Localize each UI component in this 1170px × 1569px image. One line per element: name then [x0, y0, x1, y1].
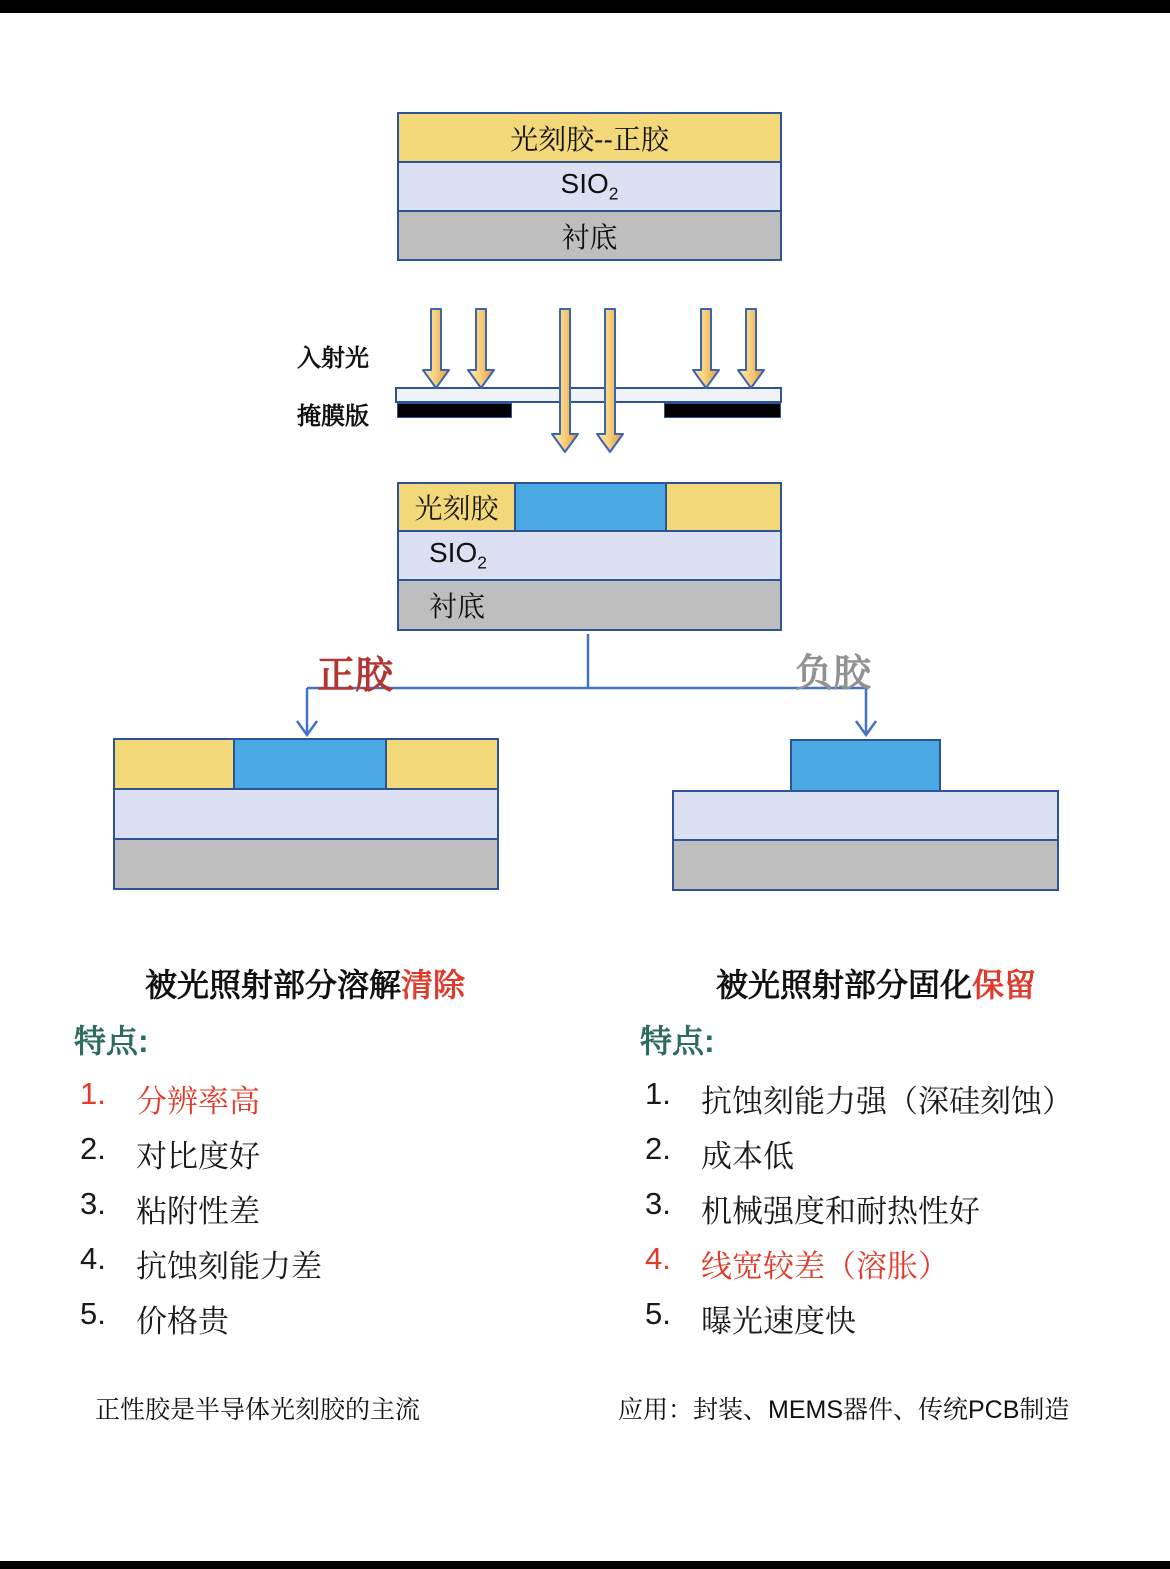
positive-resist-right: [385, 740, 497, 788]
light-arrow-icon: [597, 309, 623, 452]
positive-substrate-layer: [113, 838, 499, 890]
exposed-resist-label: 光刻胶: [414, 493, 499, 524]
feature-item: 3. 粘附性差: [80, 1186, 260, 1229]
exposed-substrate-label: 衬底: [429, 591, 486, 622]
mask-label: 掩膜版: [297, 403, 369, 430]
feature-item: 2. 对比度好: [80, 1131, 260, 1174]
bottom-letterbox-bar: [0, 1561, 1170, 1569]
exposed-resist-unexposed-right: [665, 484, 780, 530]
negative-heading: [616, 960, 1136, 1006]
light-arrow-icon: [468, 309, 494, 388]
negative-heading-main: 被光照射部分固化: [715, 967, 972, 1003]
exposed-substrate-layer: [397, 579, 782, 631]
feature-item: 4. 线宽较差（溶胀）: [645, 1241, 949, 1284]
exposed-resist-exposed-region: [514, 484, 665, 530]
initial-sio2-label: $SIO_2$: [560, 168, 619, 204]
positive-heading-main: 被光照射部分溶解: [144, 967, 401, 1003]
exposed-resist-unexposed-left: [399, 484, 514, 530]
negative-sio2-layer: [672, 790, 1059, 841]
exposed-resist-layer: [397, 482, 782, 532]
negative-features-label: 特点:: [640, 1023, 715, 1059]
positive-feature-list: [80, 1076, 322, 1351]
feature-item: 3. 机械强度和耐热性好: [645, 1186, 980, 1229]
feature-item: 4. 抗蚀刻能力差: [80, 1241, 322, 1284]
exposed-sio2-label: $SIO_2$: [429, 537, 487, 573]
positive-resist-exposed: [233, 740, 385, 788]
feature-item: 5. 价格贵: [80, 1296, 229, 1339]
incident-light-label: 入射光: [297, 345, 369, 372]
initial-resist-label: 光刻胶--正胶: [510, 123, 669, 155]
negative-heading-highlight: 保留: [972, 967, 1037, 1003]
light-arrow-icon: [552, 309, 578, 452]
negative-note: 应用：封装、MEMS器件、传统PCB制造: [618, 1396, 1070, 1424]
initial-stack: [397, 112, 782, 261]
initial-sio2-layer: [397, 161, 782, 212]
feature-item: 1. 抗蚀刻能力强（深硅刻蚀）: [645, 1076, 1073, 1119]
negative-result-stack: [672, 790, 1059, 891]
feature-item: 1. 分辨率高: [80, 1076, 260, 1119]
positive-sio2-layer: [113, 788, 499, 840]
feature-item: 5. 曝光速度快: [645, 1296, 856, 1339]
initial-substrate-label: 衬底: [561, 221, 618, 253]
light-arrow-icon: [423, 309, 449, 388]
negative-substrate-layer: [672, 839, 1059, 891]
incident-light-arrows-icon: [400, 300, 790, 460]
positive-resist-left: [115, 740, 233, 788]
light-arrow-icon: [738, 309, 764, 388]
negative-resist-block: [790, 739, 941, 792]
negative-feature-list: [645, 1076, 1073, 1351]
feature-item: 2. 成本低: [645, 1131, 794, 1174]
top-letterbox-bar: [0, 0, 1170, 13]
exposed-stack: [397, 482, 782, 631]
exposed-sio2-layer: [397, 530, 782, 581]
initial-substrate-layer: [397, 210, 782, 261]
positive-branch-label: 正胶: [317, 655, 394, 697]
positive-note: 正性胶是半导体光刻胶的主流: [95, 1396, 421, 1424]
positive-result-stack: [113, 738, 499, 890]
positive-heading-highlight: 清除: [401, 967, 466, 1003]
negative-branch-label: 负胶: [795, 653, 872, 695]
initial-resist-layer: [397, 112, 782, 163]
positive-resist-layer: [113, 738, 499, 790]
light-arrow-icon: [693, 309, 719, 388]
positive-features-label: 特点:: [74, 1023, 149, 1059]
positive-heading: [55, 960, 555, 1006]
